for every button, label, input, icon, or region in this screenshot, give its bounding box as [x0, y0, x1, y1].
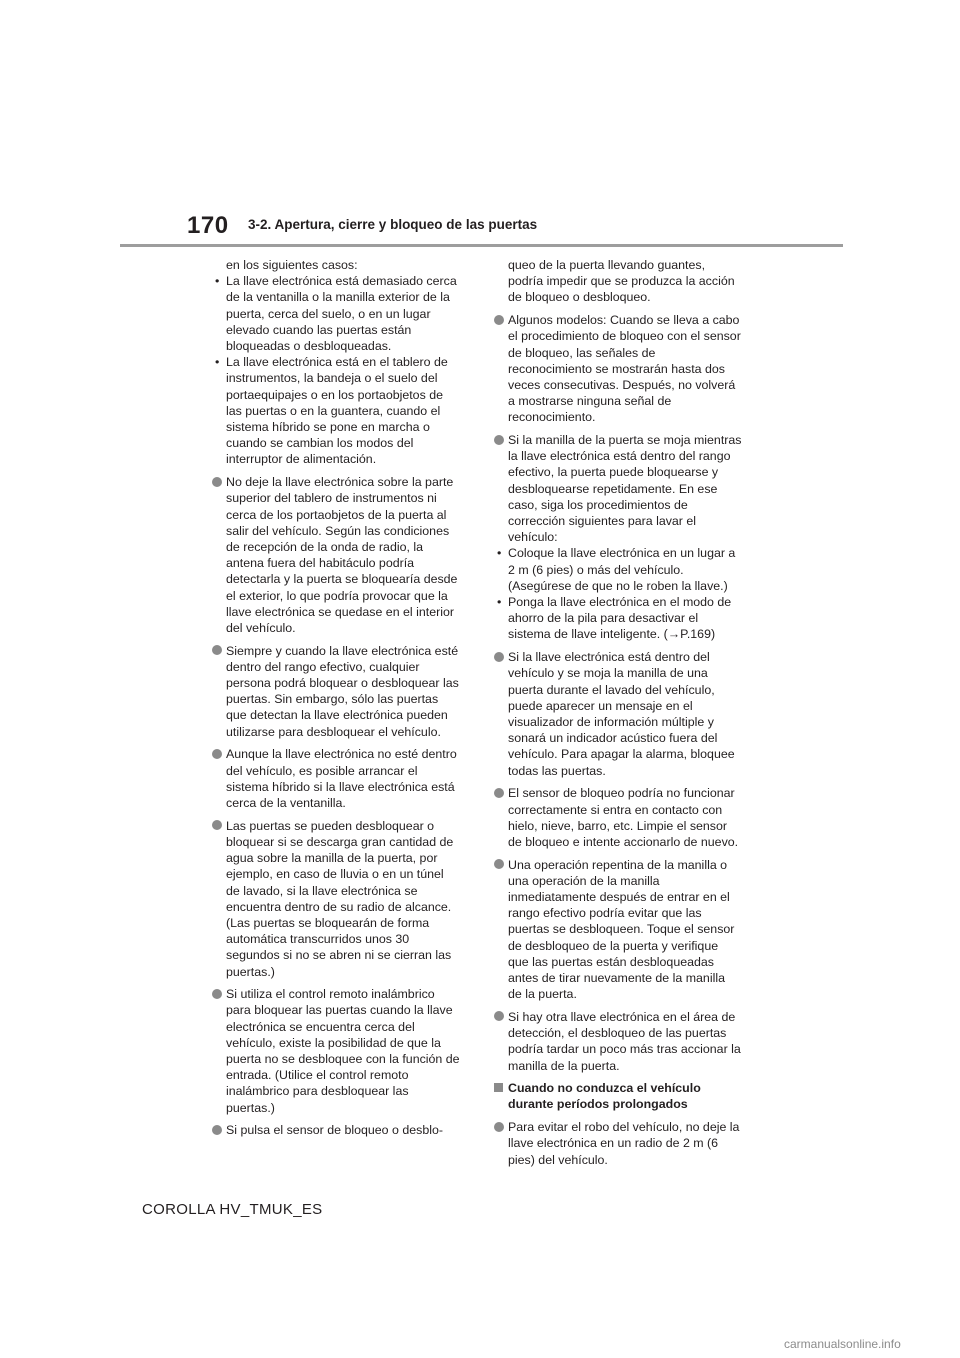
bullet-paragraph: Una operación repentina de la manilla o una operación de la manilla inmediatamente después de entrar en el rango efectivo podría evitar que las puertas se desbloqueen. Toque el sensor de desbloqueo de la puerta y verifique que las puertas están desbloqueadas antes de tirar nuevamente de la manilla de la puerta.	[494, 857, 742, 1003]
bullet-icon	[212, 749, 222, 759]
bullet-paragraph: Si utiliza el control remoto inalámbrico para bloquear las puertas cuando la llave electrónica se encuentra cerca del vehículo, existe la posibilidad de que la puerta no se desbloquee con la función de entrada. (Utilice el control remoto inalámbrico para desbloquear las puertas.)	[212, 986, 460, 1116]
bullet-paragraph: Las puertas se pueden desbloquear o bloquear si se descarga gran cantidad de agua sobre la manilla de la puerta, por ejemplo, en caso de lluvia o en un túnel de lavado, si la llave electrónica se encuentra dentro de su radio de alcance. (Las puertas se bloquearán de forma automática transcurridos unos 30 segundos si no se abren ni se cierran las puertas.)	[212, 818, 460, 980]
section-title: 3-2. Apertura, cierre y bloqueo de las puertas	[248, 217, 538, 232]
bullet-icon	[494, 1122, 504, 1132]
bullet-icon	[494, 435, 504, 445]
bullet-icon	[212, 989, 222, 999]
bullet-paragraph: Siempre y cuando la llave electrónica esté dentro del rango efectivo, cualquier persona podrá bloquear o desbloquear las puertas. Sin embargo, sólo las puertas que detectan la llave electrónica pueden utilizarse para desbloquear el vehículo.	[212, 643, 460, 740]
dot-icon: •	[215, 355, 220, 370]
bullet-paragraph: Si la manilla de la puerta se moja mientras la llave electrónica está dentro del rango efectivo, la puerta puede bloquearse y desbloquearse repetidamente. En ese caso, siga los procedimientos de corrección siguientes para lavar el vehículo:	[494, 432, 742, 545]
list-item: • La llave electrónica está en el tablero de instrumentos, la bandeja o el suelo del portaequipajes o en los portaobjetos de las puertas o en la guantera, cuando el sistema híbrido se pone en marcha o cuando se cambian los modos del interruptor de alimentación.	[215, 355, 448, 467]
bullet-icon	[494, 652, 504, 662]
bullet-icon	[494, 788, 504, 798]
bullet-icon	[212, 1125, 222, 1135]
left-column	[212, 257, 460, 1145]
footer-model: COROLLA HV_TMUK_ES	[142, 1201, 323, 1218]
bullet-paragraph: Aunque la llave electrónica no esté dentro del vehículo, es posible arrancar el sistema híbrido si la llave electrónica está cerca de la ventanilla.	[212, 746, 460, 811]
header-rule	[120, 244, 843, 247]
bullet-paragraph: Algunos modelos: Cuando se lleva a cabo el procedimiento de bloqueo con el sensor de bloqueo, las señales de reconocimiento se mostrarán hasta dos veces consecutivas. Después, no volverá a mostrarse ninguna señal de reconocimiento.	[494, 312, 742, 425]
dot-icon: •	[215, 274, 220, 289]
page-number: 170	[187, 212, 229, 239]
continuation-text: queo de la puerta llevando guantes, podría impedir que se produzca la acción de bloqueo o desbloqueo.	[508, 258, 735, 305]
intro-text: en los siguientes casos:	[226, 258, 358, 272]
bullet-icon	[494, 315, 504, 325]
bullet-paragraph: No deje la llave electrónica sobre la parte superior del tablero de instrumentos ni cerca de los portaobjetos de la puerta al salir del vehículo. Según las condiciones de recepción de la onda de radio, la antena fuera del habitáculo podría detectarla y la puerta se bloquearía desde el exterior, lo que podría provocar que la llave electrónica se quedase en el interior del vehículo.	[212, 474, 460, 636]
bullet-icon	[494, 1011, 504, 1021]
right-column	[494, 257, 742, 1174]
bullet-icon	[212, 820, 222, 830]
bullet-paragraph: Para evitar el robo del vehículo, no deje la llave electrónica en un radio de 2 m (6 pies) del vehículo.	[494, 1119, 742, 1168]
dot-icon: •	[497, 595, 502, 610]
bullet-icon	[212, 477, 222, 487]
square-icon	[494, 1083, 503, 1092]
watermark: carmanualsonline.info	[784, 1337, 901, 1351]
dot-icon: •	[497, 546, 502, 561]
bullet-paragraph: Si hay otra llave electrónica en el área de detección, el desbloqueo de las puertas podría tardar un poco más tras accionar la manilla de la puerta.	[494, 1009, 742, 1074]
section-heading: Cuando no conduzca el vehículo durante períodos prolongados	[494, 1080, 742, 1112]
list-item: • La llave electrónica está demasiado cerca de la ventanilla o la manilla exterior de la puerta, cerca del suelo, o en un lugar elevado cuando las puertas están bloqueadas o desbloqueadas.	[215, 274, 457, 354]
bullet-paragraph: Si la llave electrónica está dentro del vehículo y se moja la manilla de una puerta durante el lavado del vehículo, puede aparecer un mensaje en el visualizador de información múltiple y sonará un indicador acústico fuera del vehículo. Para apagar la alarma, bloquee todas las puertas.	[494, 649, 742, 779]
list-item: • Ponga la llave electrónica en el modo de ahorro de la pila para desactivar el sistema de llave inteligente. (→P.169)	[497, 595, 732, 642]
bullet-icon	[212, 645, 222, 655]
bullet-paragraph: Si pulsa el sensor de bloqueo o desblo-	[212, 1122, 460, 1138]
bullet-paragraph: El sensor de bloqueo podría no funcionar correctamente si entra en contacto con hielo, nieve, barro, etc. Limpie el sensor de bloqueo e intente accionarlo de nuevo.	[494, 785, 742, 850]
bullet-icon	[494, 859, 504, 869]
list-item: • Coloque la llave electrónica en un lugar a 2 m (6 pies) o más del vehículo. (Asegúrese de que no le roben la llave.)	[497, 546, 736, 593]
